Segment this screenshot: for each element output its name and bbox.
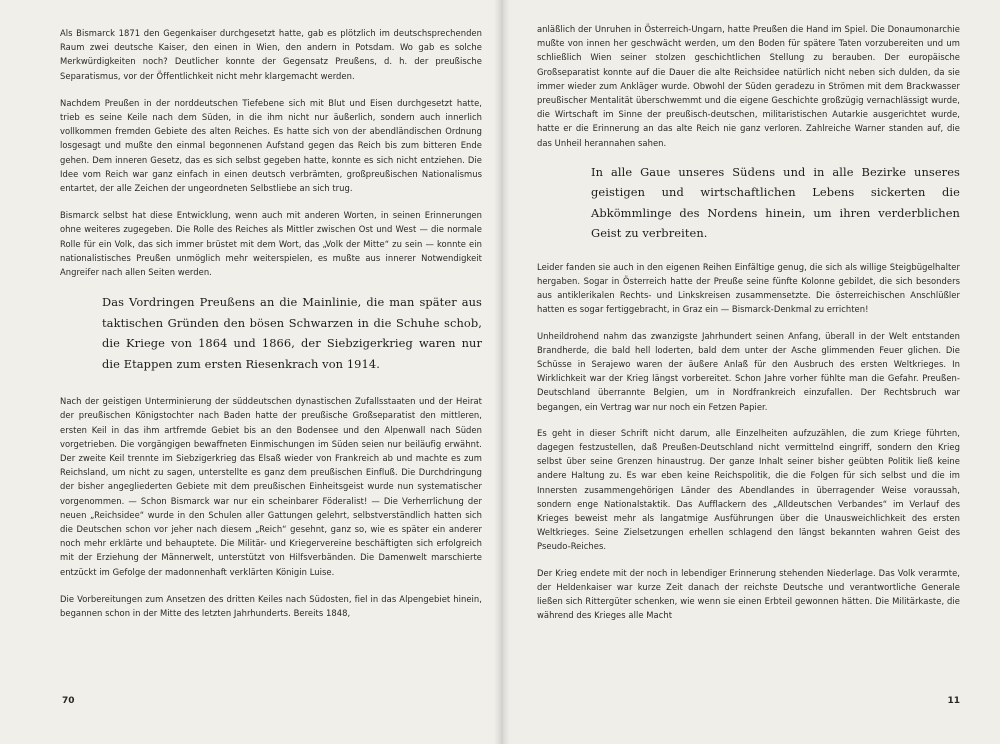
right-paragraph-2: Leider fanden sie auch in den eigenen Reihen Einfältige genug, die sich als willige Steigbügelhalter hergaben. Sogar in Österreich hatte der Preuße seine fünfte Kolonne gebildet, die sich besonders aus antiklerikalen Rechts- und Linkskreisen zusammensetzte. Die österreichischen Anschlüßler hatten es sogar fertiggebracht, in Graz ein — Bismarck-Denkmal zu errichten! (537, 261, 960, 315)
book-gutter-shadow (494, 0, 510, 744)
right-blackletter-quote: In alle Gaue unseres Südens und in alle Bezirke unseres geistigen und wirtschaftlichen Lebens sickerten die Abkömmlinge des Nordens hinein, um ihren verderblichen Geist zu verbreiten. (591, 164, 960, 241)
left-paragraph-2: Nachdem Preußen in der norddeutschen Tiefebene sich mit Blut und Eisen durchgesetzt hatte, trieb es seine Keile nach dem Süden, in die ihm nicht nur äußerlich, sondern auch innerlich vollkommen fremden Gebiete des alten Reiches. Es hatte sich von der abendländischen Ordnung losgesagt und mußte den einmal begonnenen Aufstand gegen das Reich bis zum bitteren Ende gehen. Dem inneren Gesetz, das es sich selbst gegeben hatte, konnte es sich nicht entziehen. Die Idee vom Reich war ganz einfach in einen deutsch verbrämten, großpreußischen Nationalismus entartet, der alle Zeichen der ungeordneten Selbstliebe an sich trug. (60, 97, 482, 194)
right-page (500, 0, 1000, 744)
right-paragraph-3: Unheildrohend nahm das zwanzigste Jahrhundert seinen Anfang, überall in der Welt entstanden Brandherde, die bald hell loderten, bald dem unter der Asche glimmenden Feuer glichen. Die Schüsse in Serajewo waren der äußere Anlaß für den Ausbruch des ersten Weltkrieges. In Wirklichkeit war der Krieg längst vorbereitet. Schon Jahre vorher fühlte man die Gefahr. Preußen-Deutschland überrannte Belgien, um in Nordfrankreich einzufallen. Der Rechtsbruch war begangen, ein Vertrag war nur noch ein Fetzen Papier. (537, 330, 960, 412)
left-page-number: 70 (62, 696, 75, 706)
left-paragraph-3: Bismarck selbst hat diese Entwicklung, wenn auch mit anderen Worten, in seinen Erinnerungen ohne weiteres zugegeben. Die Rolle des Reiches als Mittler zwischen Ost und West — die normale Rolle für ein Volk, das sich immer brüstet mit dem Wort, das „Volk der Mitte“ zu sein — konnte ein nationalistisches Preußen unmöglich mehr weiterspielen, es mußte aus innerer Notwendigkeit Angreifer nach allen Seiten werden. (60, 210, 482, 278)
right-paragraph-1: anläßlich der Unruhen in Österreich-Ungarn, hatte Preußen die Hand im Spiel. Die Donaumonarchie mußte von innen her geschwächt werden, um den Boden für spätere Taten vorzubereiten und um schließlich Wien seiner stolzen geschichtlichen Stellung zu berauben. Der europäische Großseparatist konnte auf die Dauer die alte Reichsidee natürlich nicht neben sich dulden, da sie immer wieder zum Ankläger wurde. Obwohl der Süden geradezu in Strömen mit dem Brackwasser preußischer Mentalität überschwemmt und die eigene Geschichte großzügig vernachlässigt wurde, die Wirtschaft im Sinne der preußisch-deutschen, militaristischen Autarkie ausgerichtet wurde, hatte er die Erinnerung an das alte Reich nie ganz verloren. Zahlreiche Warner standen auf, die das Unheil herannahen sahen. (537, 24, 960, 148)
left-paragraph-4: Nach der geistigen Unterminierung der süddeutschen dynastischen Zufallsstaaten und der Heirat der preußischen Königstochter nach Baden hatte der preußische Großseparatist den mittleren, ersten Keil in das ihm artfremde Gebiet bis an den Bodensee und den Alpenwall nach Süden vorgetrieben. Die vorgängigen bewaffneten Einmischungen im Süden seien nur beiläufig erwähnt. Der zweite Keil trennte im Siebzigerkrieg das Elsaß wieder von Frankreich ab und machte es zum Reichsland, um nicht zu sagen, unterstellte es ganz dem preußischen Einfluß. Die Durchdringung der bisher angegliederten Gebiete mit dem preußischen Einheitsgeist wurde nun systematischer vorgenommen. — Schon Bismarck war nur ein scheinbarer Föderalist! — Die Verherrlichung der neuen „Reichsidee“ wurde in den Schulen aller Gattungen gelehrt, selbstverständlich hatten sich die Deutschen schon vor jeher nach diesem „Reich“ gesehnt, ganz so, wie es später ein anderer noch mehr erklärte und behauptete. Die Militär- und Kriegervereine beschäftigten sich erfolgreich mit der Erziehung der Männerwelt, unterstützt von Hilfsverbänden. Die Damenwelt marschierte entzückt im Gefolge der madonnenhaft verklärten Königin Luise. (60, 396, 482, 577)
left-paragraph-1: Als Bismarck 1871 den Gegenkaiser durchgesetzt hatte, gab es plötzlich im deutschsprechenden Raum zwei deutsche Kaiser, den einen in Wien, den andern in Potsdam. Wo gab es solche Merkwürdigkeiten noch? Deutlicher konnte der Gegensatz Preußens, d. h. der preußische Separatismus, vor der Öffentlichkeit nicht mehr klargemacht werden. (60, 28, 482, 81)
right-paragraph-5: Der Krieg endete mit der noch in lebendiger Erinnerung stehenden Niederlage. Das Volk verarmte, der Heldenkaiser war kurze Zeit danach der reichste Deutsche und verantwortliche Generale ließen sich Rittergüter schenken, wie wenn sie einen Erbteil gewonnen hätten. Die Militärkaste, die während des Krieges alle Macht (537, 567, 960, 621)
right-paragraph-4: Es geht in dieser Schrift nicht darum, alle Einzelheiten aufzuzählen, die zum Kriege führten, dagegen festzustellen, daß Preußen-Deutschland nicht vermittelnd eingriff, sondern den Krieg selbst über seine Grenzen hinaustrug. Der ganze Inhalt seiner bisher geübten Politik ließ keine andere Haltung zu. Es war eben keine Reichspolitik, die die Folgen für sich selbst und die im Innersten zusammengehörigen Länder des Abendlandes in überragender Weise voraussah, sondern enge Nationalstaktik. Das Aufflackern des „Alldeutschen Verbandes“ im Verlauf des Krieges beweist mehr als langatmige Ausführungen über die Unausweichlichkeit des ersten Weltkrieges. Seine Zielsetzungen erhellen schlagend den längst bekannten wahren Geist des Pseudo-Reiches. (537, 427, 960, 552)
left-paragraph-5: Die Vorbereitungen zum Ansetzen des dritten Keiles nach Südosten, fiel in das Alpengebiet hinein, begannen schon in der Mitte des letzten Jahrhunderts. Bereits 1848, (60, 593, 482, 619)
left-blackletter-quote: Das Vordringen Preußens an die Mainlinie, die man später aus taktischen Gründen den bösen Schwarzen in die Schuhe schob, die Kriege von 1864 und 1866, der Siebzigerkrieg waren nur die Etappen zum ersten Riesenkrach von 1914. (102, 295, 482, 371)
right-page-number: 11 (947, 696, 960, 706)
